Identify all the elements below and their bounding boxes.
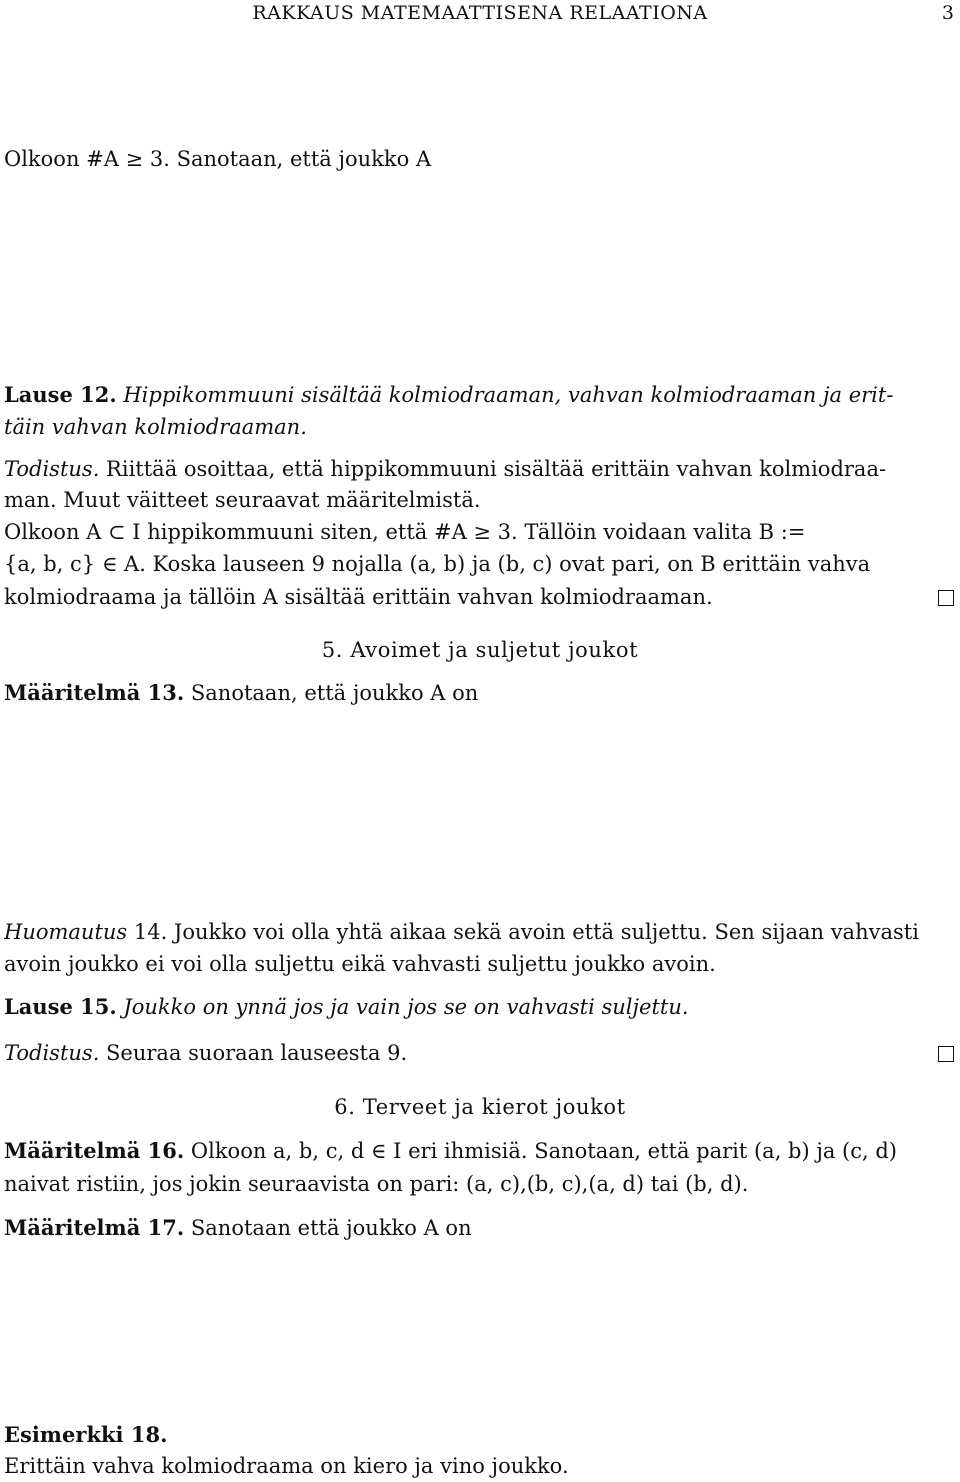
theorem-line: Lause 15. Joukko on ynnä jos ja vain jos se on vahvasti suljettu. (4, 994, 689, 1019)
proof-line: man. Muut väitteet seuraavat määritelmistä. (4, 488, 481, 512)
proof-label: Todistus. (4, 1041, 100, 1065)
proof-line: {a, b, c} ∈ A. Koska lauseen 9 nojalla (a, b) ja (b, c) ovat pari, on B erittäin vahva (4, 552, 871, 576)
remark-label: Huomautus (4, 920, 128, 944)
proof-line: Olkoon A ⊂ I hippikommuuni siten, että #A ≥ 3. Tällöin voidaan valita B := (4, 520, 806, 544)
paragraph-line: Olkoon #A ≥ 3. Sanotaan, että joukko A (4, 147, 432, 171)
definition-label: Määritelmä 17. (4, 1215, 185, 1240)
page-number: 3 (941, 2, 954, 24)
remark-line: avoin joukko ei voi olla suljettu eikä vahvasti suljettu joukko avoin. (4, 952, 716, 976)
qed-box-icon (938, 590, 954, 606)
theorem-label: Lause 12. (4, 382, 117, 407)
definition-label: Määritelmä 16. (4, 1138, 185, 1163)
proof-label: Todistus. (4, 457, 100, 481)
proof-line: kolmiodraama ja tällöin A sisältää erittäin vahvan kolmiodraaman. (4, 585, 713, 609)
example-label: Esimerkki 18. (4, 1422, 168, 1447)
running-header (0, 0, 960, 26)
proof-line: Todistus. Riittää osoittaa, että hippikommuuni sisältää erittäin vahvan kolmiodraa- (4, 457, 887, 481)
theorem-line: Lause 12. Hippikommuuni sisältää kolmiodraaman, vahvan kolmiodraaman ja erit- (4, 382, 894, 407)
theorem-line: täin vahvan kolmiodraaman. (4, 415, 307, 439)
section-heading: 5. Avoimet ja suljetut joukot (321, 638, 639, 662)
definition-line: Määritelmä 16. Olkoon a, b, c, d ∈ I eri ihmisiä. Sanotaan, että parit (a, b) ja (c, d) (4, 1138, 897, 1163)
definition-line: Määritelmä 17. Sanotaan että joukko A on (4, 1215, 472, 1240)
remark-line: Huomautus 14. Joukko voi olla yhtä aikaa sekä avoin että suljettu. Sen sijaan vahvasti (4, 920, 919, 944)
definition-line: Määritelmä 13. Sanotaan, että joukko A on (4, 680, 479, 705)
header-title: RAKKAUS MATEMAATTISENA RELAATIONA (252, 2, 708, 24)
section-heading: 6. Terveet ja kierot joukot (334, 1095, 626, 1119)
theorem-label: Lause 15. (4, 994, 117, 1019)
definition-line: naivat ristiin, jos jokin seuraavista on pari: (a, c),(b, c),(a, d) tai (b, d). (4, 1172, 749, 1196)
example-line: Erittäin vahva kolmiodraama on kiero ja vino joukko. (4, 1454, 569, 1478)
qed-box-icon (938, 1046, 954, 1062)
proof-line: Todistus. Seuraa suoraan lauseesta 9. (4, 1041, 408, 1065)
definition-label: Määritelmä 13. (4, 680, 185, 705)
